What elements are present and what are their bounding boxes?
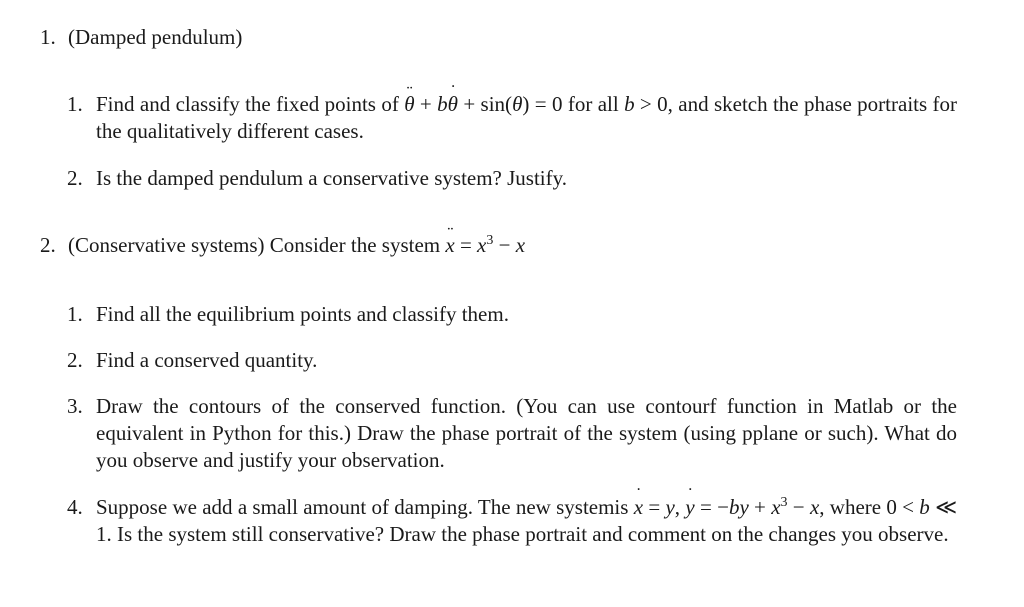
item-text: Draw the contours of the conserved function. (You can use contourf function in Matlab or the equivalent in Python for this.) Draw the phase portrait of the system (using pplane or such). What do you observe and justify your observation.	[96, 394, 957, 472]
problem-2	[40, 232, 980, 259]
item-number: 3.	[67, 394, 83, 418]
item-number: 2.	[67, 166, 83, 190]
item-text: Is the damped pendulum a conservative system? Justify.	[96, 166, 568, 190]
problem-1-number: 1.	[40, 25, 56, 49]
item-text: Find all the equilibrium points and classify them.	[96, 302, 509, 326]
problem-2-title: (Conservative systems) Consider the system ¨ $x = x^3 - x$	[68, 232, 525, 259]
problem-2-item-3	[67, 393, 957, 474]
problem-2-number: 2.	[40, 233, 56, 257]
problem-1-heading	[40, 24, 980, 51]
problem-1	[40, 24, 980, 51]
item-number: 2.	[67, 348, 83, 372]
item-number: 4.	[67, 495, 83, 519]
item-text: Find and classify the fixed points of ¨ θ + b˙ θ + sin(θ) = 0 for all b > 0, and sketch the phase portraits for the qualitatively different cases.	[96, 91, 957, 145]
problem-2-item-4	[67, 494, 957, 548]
problem-2-item-2	[67, 347, 957, 374]
problem-1-item-1	[67, 91, 957, 145]
item-text: Suppose we add a small amount of damping. The new systemis ˙ x = y, ˙ $y = -by + x^3 - x$, where 0 < b ≪ 1. Is the system still conservative? Draw the phase portrait and comment on the changes you observe.	[96, 494, 957, 548]
problem-1-item-2	[67, 165, 957, 192]
item-text: Find a conserved quantity.	[96, 348, 318, 372]
item-number: 1.	[67, 302, 83, 326]
problem-2-heading	[40, 232, 980, 259]
problem-2-item-1	[67, 301, 957, 328]
item-number: 1.	[67, 92, 83, 116]
problem-1-title: (Damped pendulum)	[68, 25, 243, 49]
